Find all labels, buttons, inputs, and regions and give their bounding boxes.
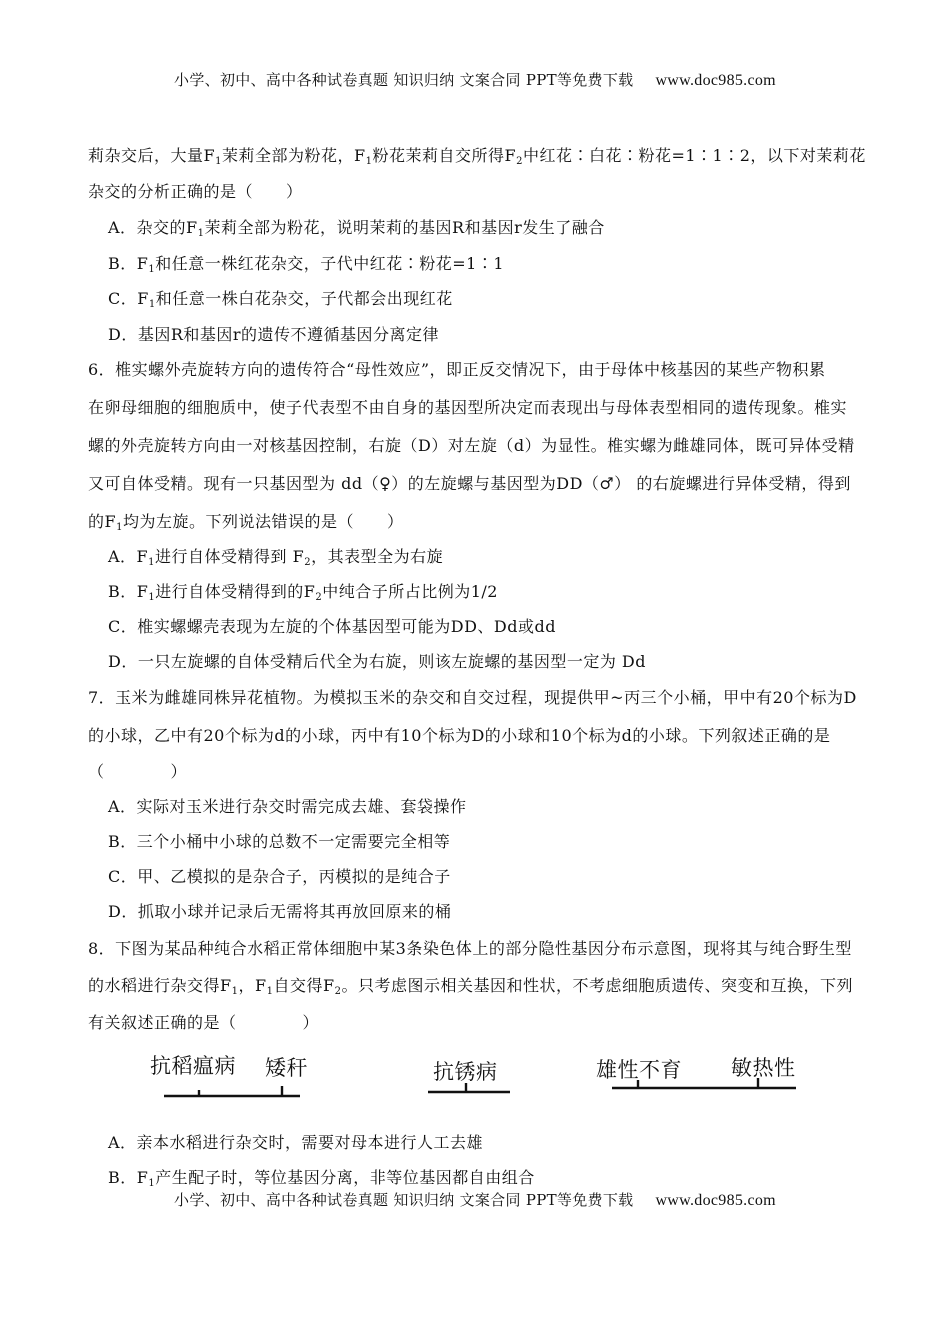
q8-line2: 的水稻进行杂交得$F_1$，$F_1$自交得$F_2$。只考虑图示相关基因和性状，不考虑细胞质遗传、突变和互换，下列 [88,976,853,997]
footer-text: 小学、初中、高中各种试卷真题 知识归纳 文案合同 PPT等免费下载 [174,1191,634,1209]
q5-option-c[interactable]: C．$F_1$和任意一株白花杂交，子代都会出现红花 [108,289,453,310]
gene-label-heat-sensitive: 敏热性 [731,1056,796,1080]
q5-option-d[interactable]: D．基因R和基因r的遗传不遵循基因分离定律 [108,325,440,344]
gene-label-rust-resistance: 抗锈病 [433,1060,498,1084]
q8-line1: 8．下图为某品种纯合水稻正常体细胞中某3条染色体上的部分隐性基因分布示意图，现将其与纯合野生型 [88,939,852,958]
gene-label-blast-resistance: 抗稻瘟病 [150,1054,236,1078]
q6-line5: 的$F_1$均为左旋。下列说法错误的是（ ） [88,512,404,533]
q6-option-c[interactable]: C．椎实螺螺壳表现为左旋的个体基因型可能为DD、Dd或dd [108,617,556,636]
q6-option-d[interactable]: D．一只左旋螺的自体受精后代全为右旋，则该左旋螺的基因型一定为 Dd [108,652,646,671]
q7-option-d[interactable]: D．抓取小球并记录后无需将其再放回原来的桶 [108,902,452,921]
q5-option-b[interactable]: B．$F_1$和任意一株红花杂交，子代中红花∶粉花=1∶1 [108,254,505,275]
q6-line4: 又可自体受精。现有一只基因型为 dd（♀）的左旋螺与基因型为DD（♂） 的右旋螺进行异体受精，得到 [88,474,851,493]
q6-line2: 在卵母细胞的细胞质中，使子代表型不由自身的基因型所决定而表现出与母体表型相同的遗传现象。椎实 [88,398,848,417]
q8-option-a[interactable]: A．亲本水稻进行杂交时，需要对母本进行人工去雄 [108,1133,484,1152]
q7-option-a[interactable]: A．实际对玉米进行杂交时需完成去雄、套袋操作 [108,797,467,816]
q7-line3: （ ） [88,762,188,781]
q8-line3: 有关叙述正确的是（ ） [88,1013,320,1032]
gene-label-male-sterile: 雄性不育 [596,1058,682,1082]
q7-line2: 的小球，乙中有20个标为d的小球，丙中有10个标为D的小球和10个标为d的小球。下列叙述正确的是 [88,726,831,745]
q6-line1: 6．椎实螺外壳旋转方向的遗传符合“母性效应”，即正反交情况下，由于母体中核基因的某些产物积累 [88,360,826,379]
q6-option-b[interactable]: B．$F_1$进行自体受精得到的$F_2$中纯合子所占比例为1/2 [108,582,498,603]
q5-line1: 莉杂交后，大量$F_1$茉莉全部为粉花，$F_1$粉花茉莉自交所得$F_2$中红花∶白花∶粉花=1∶1∶2，以下对茉莉花 [88,146,866,167]
q6-option-a[interactable]: A．$F_1$进行自体受精得到 $F_2$，其表型全为右旋 [108,547,444,568]
q5-option-a[interactable]: A．杂交的$F_1$茉莉全部为粉花，说明茉莉的基因R和基因r发生了融合 [108,218,605,239]
q5-line2: 杂交的分析正确的是（ ） [88,182,303,201]
header-text: 小学、初中、高中各种试卷真题 知识归纳 文案合同 PPT等免费下载 [174,71,634,89]
page-footer [0,1189,950,1210]
gene-label-dwarf: 矮秆 [265,1056,308,1080]
q8-option-b[interactable]: B．$F_1$产生配子时，等位基因分离，非等位基因都自由组合 [108,1168,535,1189]
q7-option-c[interactable]: C．甲、乙模拟的是杂合子，丙模拟的是纯合子 [108,867,451,886]
q7-line1: 7．玉米为雌雄同株异花植物。为模拟玉米的杂交和自交过程，现提供甲~丙三个小桶，甲中有20个标为D [88,688,857,707]
q7-option-b[interactable]: B．三个小桶中小球的总数不一定需要完全相等 [108,832,451,851]
footer-url[interactable]: www.doc985.com [655,1192,776,1209]
header-url[interactable]: www.doc985.com [655,72,776,89]
q6-line3: 螺的外壳旋转方向由一对核基因控制，右旋（D）对左旋（d）为显性。椎实螺为雌雄同体，既可异体受精 [88,436,855,455]
